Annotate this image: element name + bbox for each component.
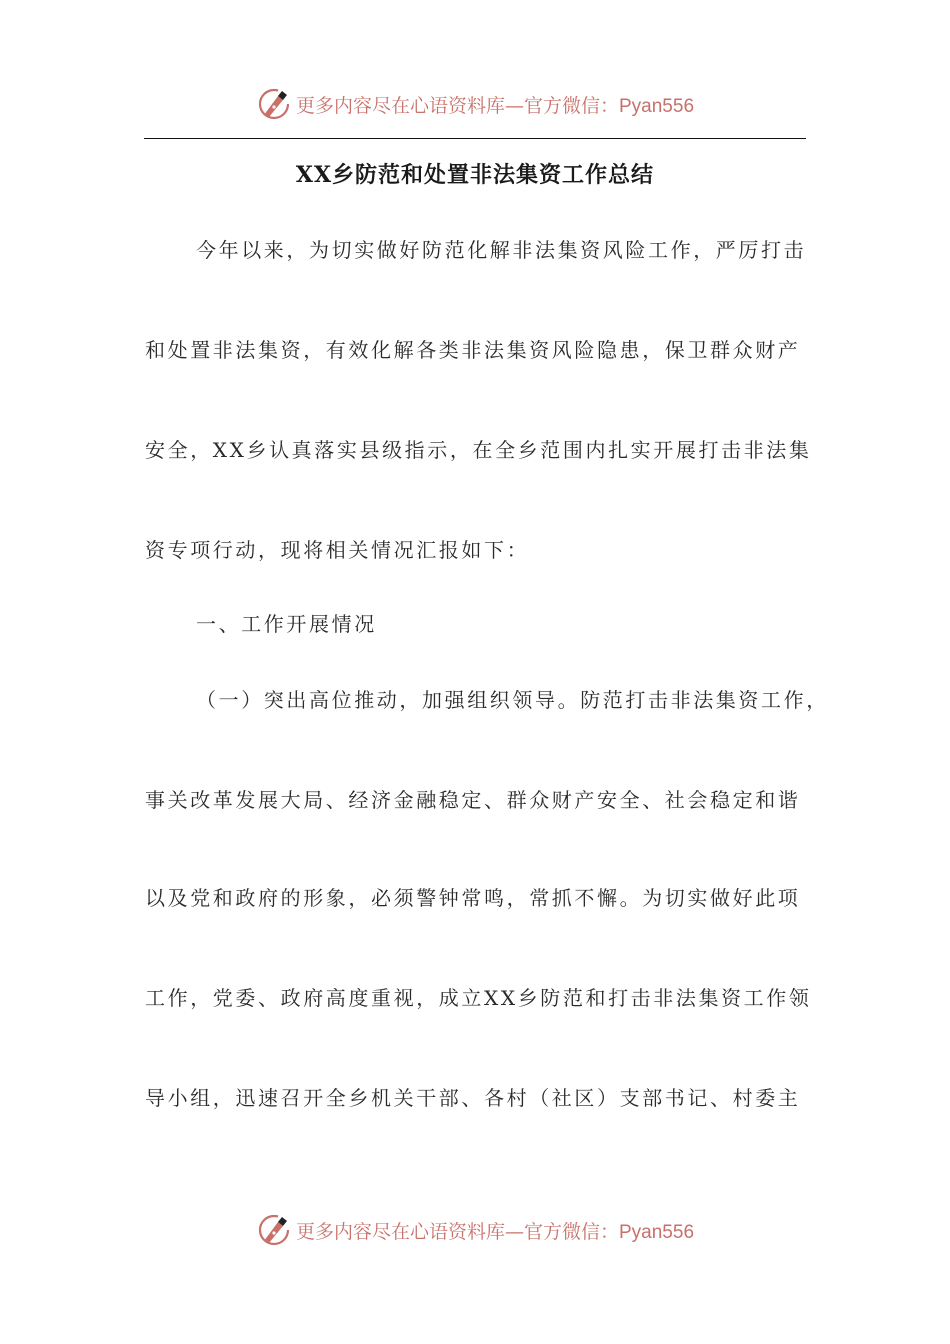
section-heading: 一、工作开展情况 <box>196 612 377 636</box>
banner-text: 更多内容尽在心语资料库—官方微信：Pyan556 <box>295 1220 695 1243</box>
header-banner <box>0 82 950 126</box>
body-line-9: 工作，党委、政府高度重视，成立XX乡防范和打击非法集资工作领 <box>145 986 812 1010</box>
body-line-1: 今年以来，为切实做好防范化解非法集资风险工作，严厉打击 <box>196 238 807 262</box>
body-line-3: 安全，XX乡认真落实县级指示，在全乡范围内扎实开展打击非法集 <box>145 438 812 462</box>
body-line-4: 资专项行动，现将相关情况汇报如下： <box>145 538 530 562</box>
pen-nib-circle-icon <box>256 86 292 122</box>
body-line-2: 和处置非法集资，有效化解各类非法集资风险隐患，保卫群众财产 <box>145 338 801 362</box>
header-divider <box>144 138 806 139</box>
document-title: XX乡防范和处置非法集资工作总结 <box>295 162 655 188</box>
body-line-7: 事关改革发展大局、经济金融稳定、群众财产安全、社会稳定和谐 <box>145 788 801 812</box>
body-line-8: 以及党和政府的形象，必须警钟常鸣，常抓不懈。为切实做好此项 <box>145 886 801 910</box>
pen-nib-circle-icon <box>256 1212 292 1248</box>
wechat-id: Pyan556 <box>619 95 695 117</box>
footer-banner <box>0 1208 950 1252</box>
body-line-6: （一）突出高位推动，加强组织领导。防范打击非法集资工作， <box>196 688 829 712</box>
wechat-id: Pyan556 <box>619 1221 695 1243</box>
body-line-10: 导小组，迅速召开全乡机关干部、各村（社区）支部书记、村委主 <box>145 1086 801 1110</box>
banner-text: 更多内容尽在心语资料库—官方微信：Pyan556 <box>295 94 695 117</box>
